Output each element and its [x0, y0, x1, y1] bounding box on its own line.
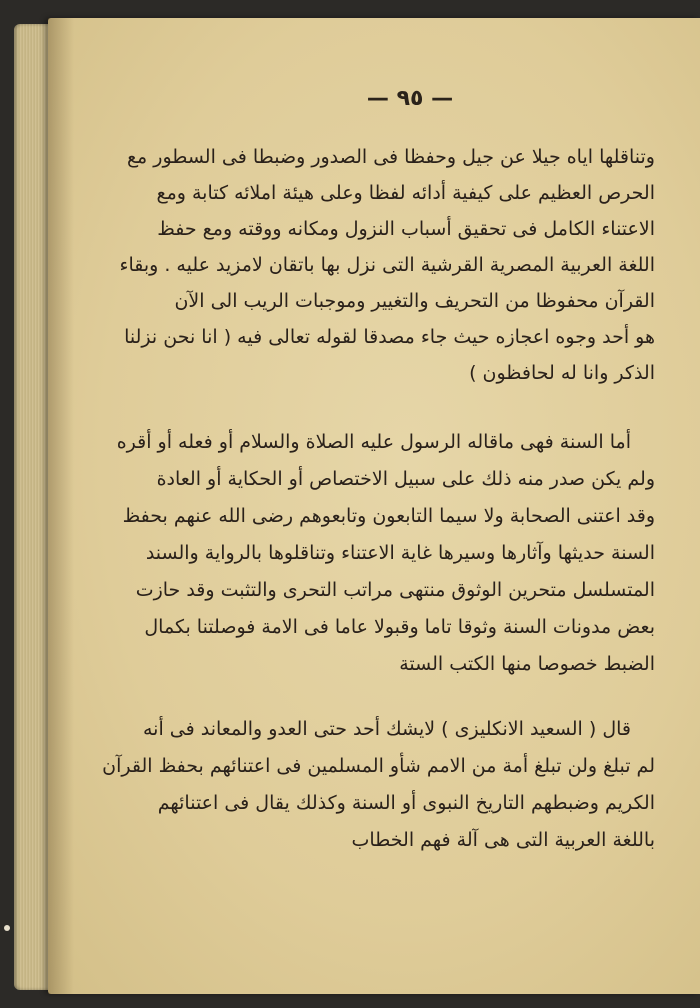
- paragraph-3: [102, 712, 655, 872]
- text-line: القرآن محفوظا من التحريف والتغيير وموجبات الريب الى الآن: [174, 290, 655, 312]
- text-line: السنة حديثها وآثارها وسيرها غاية الاعتناء وتناقلوها بالرواية والسند: [145, 542, 655, 564]
- text-line: قال ( السعيد الانكليزى ) لايشك أحد حتى العدو والمعاند فى أنه: [143, 718, 631, 740]
- page-number: — ٩٥ —: [366, 86, 454, 111]
- text-line: اللغة العربية المصرية القرشية التى نزل بها باتقان لامزيد عليه . وبقاء: [119, 254, 655, 276]
- text-line: الاعتناء الكامل فى تحقيق أسباب النزول ومكانه ووقته ومع حفظ: [157, 218, 655, 240]
- text-line: باللغة العربية التى هى آلة فهم الخطاب: [351, 829, 655, 851]
- text-line: ولم يكن صدر منه ذلك على سبيل الاختصاص أو الحكاية أو العادة: [156, 468, 655, 490]
- scan-mark: [4, 925, 10, 931]
- text-line: الضبط خصوصا منها الكتب الستة: [399, 653, 655, 675]
- paragraph-2: [116, 425, 655, 690]
- text-line: المتسلسل متحرين الوثوق منتهى مراتب التحرى والتثبت وقد حازت: [135, 579, 655, 601]
- text-line: الكريم وضبطهم التاريخ النبوى أو السنة وكذلك يقال فى اعتنائهم: [157, 792, 655, 814]
- text-line: الحرص العظيم على كيفية أدائه لفظا وعلى هيئة املائه كتابة ومع: [156, 182, 655, 204]
- text-line: وتناقلها اياه جيلا عن جيل وحفظا فى الصدور وضبطا فى السطور مع: [126, 146, 655, 168]
- text-line: أما السنة فهى ماقاله الرسول عليه الصلاة والسلام أو فعله أو أقره: [116, 431, 631, 453]
- text-line: الذكر وانا له لحافظون ): [469, 362, 655, 384]
- text-line: بعض مدونات السنة وثوقا تاما وقبولا عاما فى الامة فوصلتنا بكمال: [144, 616, 655, 638]
- text-line: هو أحد وجوه اعجازه حيث جاء مصدقا لقوله تعالى فيه ( انا نحن نزلنا: [124, 326, 655, 348]
- text-line: لم تبلغ ولن تبلغ أمة من الامم شأو المسلمين فى اعتنائهم بحفظ القرآن: [102, 755, 655, 777]
- text-line: وقد اعتنى الصحابة ولا سيما التابعون وتابعوهم رضى الله عنهم بحفظ: [122, 505, 655, 527]
- paragraph-1: [119, 140, 655, 400]
